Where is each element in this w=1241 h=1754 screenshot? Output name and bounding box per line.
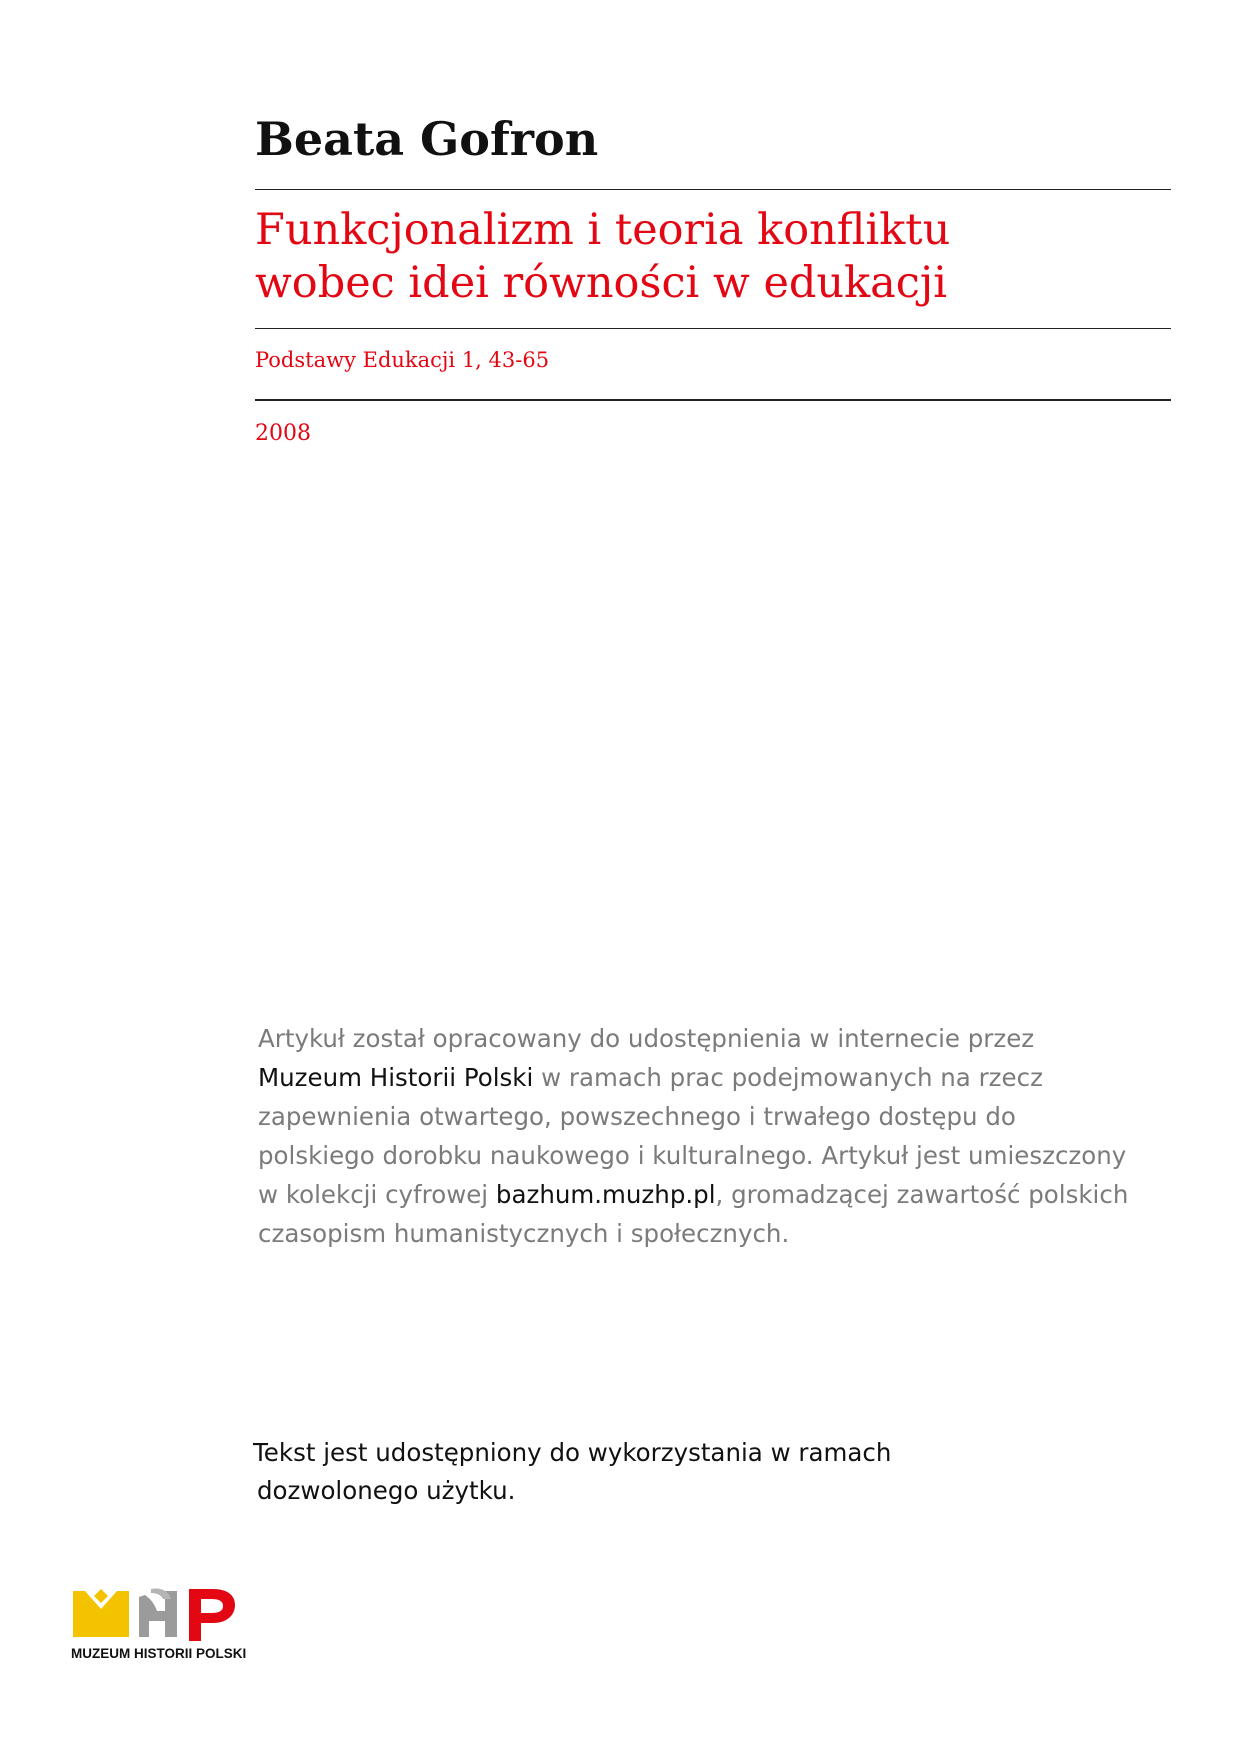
digitization-notice <box>258 1019 1158 1253</box>
notice-line-6: czasopism humanistycznych i społecznych. <box>258 1219 790 1248</box>
notice-line-2-rest: w ramach prac podejmowanych na rzecz <box>533 1063 1043 1092</box>
logo-p-shape <box>189 1589 235 1641</box>
divider-top <box>255 189 1171 190</box>
divider-middle <box>255 328 1171 329</box>
mhp-logo-icon <box>71 1585 261 1645</box>
notice-line-5 <box>258 1175 1158 1214</box>
divider-bottom <box>255 399 1171 401</box>
logo-h-accent <box>151 1588 171 1599</box>
journal-citation: Podstawy Edukacji 1, 43-65 <box>255 348 550 372</box>
logo-caption: MUZEUM HISTORII POLSKI <box>71 1646 247 1661</box>
license-line-2: dozwolonego użytku. <box>257 1476 516 1505</box>
notice-line-4: polskiego dorobku naukowego i kulturalnego. Artykuł jest umieszczony <box>258 1141 1127 1170</box>
logo-h-shape <box>139 1591 177 1637</box>
license-notice <box>253 1434 891 1510</box>
article-title-line-1: Funkcjonalizm i teoria konfliktu <box>255 205 951 255</box>
collection-link[interactable]: bazhum.muzhp.pl <box>495 1180 716 1209</box>
license-line-1: Tekst jest udostępniony do wykorzystania w ramach <box>253 1438 892 1467</box>
notice-line-1: Artykuł został opracowany do udostępnienia w internecie przez <box>258 1024 1035 1053</box>
notice-line-5-start: w kolekcji cyfrowej <box>258 1180 496 1209</box>
article-title <box>255 204 1171 310</box>
notice-line-5-rest: , gromadzącej zawartość polskich <box>715 1180 1129 1209</box>
publication-year: 2008 <box>255 421 311 446</box>
notice-line-2 <box>258 1058 1158 1097</box>
article-title-line-2: wobec idei równości w edukacji <box>255 258 947 308</box>
museum-name: Muzeum Historii Polski <box>258 1063 534 1092</box>
logo-m-diamond <box>94 1589 108 1603</box>
notice-line-3: zapewnienia otwartego, powszechnego i trwałego dostępu do <box>258 1102 1016 1131</box>
author-name: Beata Gofron <box>255 112 599 166</box>
